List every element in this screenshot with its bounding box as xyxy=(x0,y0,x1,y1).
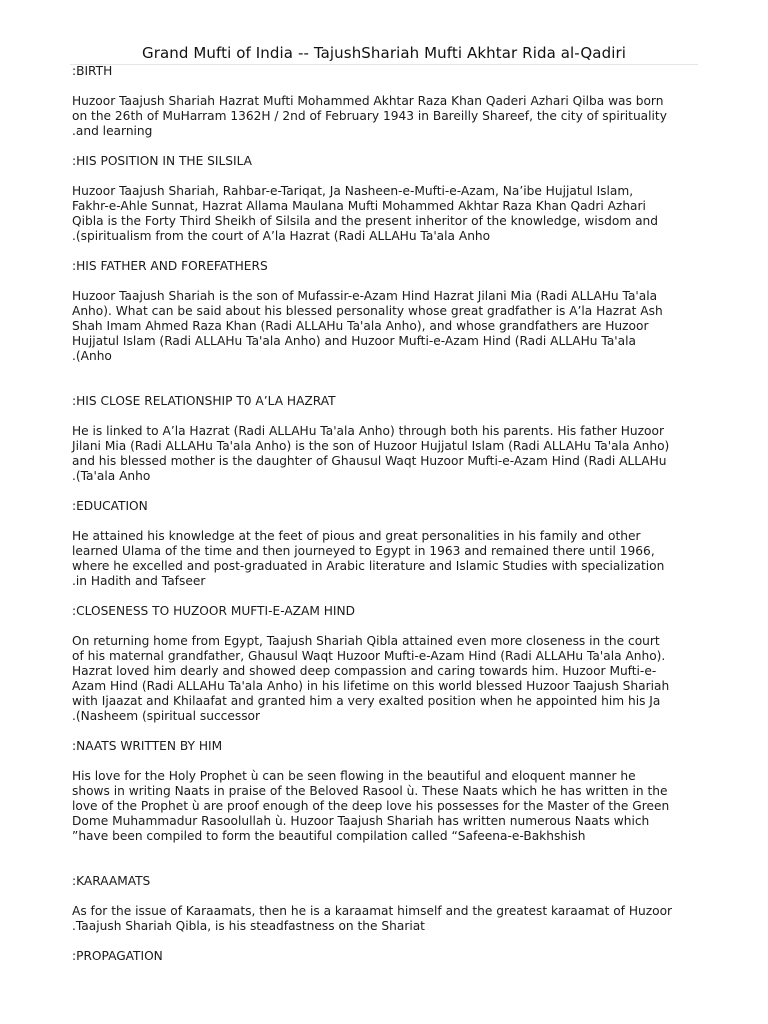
paragraph-line: Jilani Mia (Radi ALLAHu Ta'ala Anho) is the son of Huzoor Hujjatul Islam (Radi ALLAHu Ta'ala Anho) xyxy=(72,439,670,453)
paragraph-line: ”have been compiled to form the beautiful compilation called “Safeena-e-Bakhshish xyxy=(72,829,586,843)
paragraph-line: Fakhr-e-Ahle Sunnat, Hazrat Allama Maulana Mufti Mohammed Akhtar Raza Khan Qadri Azhari xyxy=(72,199,646,213)
paragraph-line: Shah Imam Ahmed Raza Khan (Radi ALLAHu Ta'ala Anho), and whose grandfathers are Huzoor xyxy=(72,319,649,333)
paragraph-line: Huzoor Taajush Shariah Hazrat Mufti Mohammed Akhtar Raza Khan Qaderi Azhari Qilba was born xyxy=(72,94,664,108)
section-heading-relationship: :HIS CLOSE RELATIONSHIP T0 A’LA HAZRAT xyxy=(72,394,336,408)
section-heading-position: :HIS POSITION IN THE SILSILA xyxy=(72,154,252,168)
paragraph-line: His love for the Holy Prophet ù can be seen flowing in the beautiful and eloquent manner he xyxy=(72,769,636,783)
paragraph-line: Hujjatul Islam (Radi ALLAHu Ta'ala Anho) and Huzoor Mufti-e-Azam Hind (Radi ALLAHu Ta'ala xyxy=(72,334,636,348)
paragraph-line: Anho). What can be said about his blessed personality whose great gradfather is A’la Hazrat Ash xyxy=(72,304,663,318)
paragraph-line: .(spiritualism from the court of A’la Hazrat (Radi ALLAHu Ta'ala Anho xyxy=(72,229,491,243)
paragraph-line: Azam Hind (Radi ALLAHu Ta'ala Anho) in his lifetime on this world blessed Huzoor Taajush Shariah xyxy=(72,679,670,693)
section-heading-father: :HIS FATHER AND FOREFATHERS xyxy=(72,259,268,273)
section-paragraph-closeness xyxy=(72,634,692,724)
paragraph-line: on the 26th of MuHarram 1362H / 2nd of February 1943 in Bareilly Shareef, the city of spirituality xyxy=(72,109,667,123)
section-paragraph-position xyxy=(72,184,692,244)
section-paragraph-father xyxy=(72,289,692,364)
paragraph-line: Qibla is the Forty Third Sheikh of Silsila and the present inheritor of the knowledge, wisdom and xyxy=(72,214,658,228)
paragraph-line: Huzoor Taajush Shariah, Rahbar-e-Tariqat, Ja Nasheen-e-Mufti-e-Azam, Na’ibe Hujjatul Islam, xyxy=(72,184,634,198)
paragraph-line: .(Ta'ala Anho xyxy=(72,469,151,483)
section-heading-karaamats: :KARAAMATS xyxy=(72,874,151,888)
paragraph-line: Huzoor Taajush Shariah is the son of Mufassir-e-Azam Hind Hazrat Jilani Mia (Radi ALLAHu Ta'ala xyxy=(72,289,658,303)
paragraph-line: He is linked to A’la Hazrat (Radi ALLAHu Ta'ala Anho) through both his parents. His father Huzoor xyxy=(72,424,664,438)
paragraph-line: As for the issue of Karaamats, then he is a karaamat himself and the greatest karaamat of Huzoor xyxy=(72,904,673,918)
paragraph-line: and his blessed mother is the daughter of Ghausul Waqt Huzoor Mufti-e-Azam Hind (Radi ALLAHu xyxy=(72,454,667,468)
paragraph-line: shows in writing Naats in praise of the Beloved Rasool ù. These Naats which he has written in the xyxy=(72,784,668,798)
section-paragraph-karaamats xyxy=(72,904,692,934)
section-paragraph-education xyxy=(72,529,692,589)
section-paragraph-birth xyxy=(72,94,692,139)
section-heading-birth: :BIRTH xyxy=(72,64,113,78)
section-heading-education: :EDUCATION xyxy=(72,499,148,513)
document-body xyxy=(72,64,692,964)
paragraph-line: .and learning xyxy=(72,124,153,138)
paragraph-line: Hazrat loved him dearly and showed deep compassion and caring towards him. Huzoor Mufti-e- xyxy=(72,664,657,678)
paragraph-line: .in Hadith and Tafseer xyxy=(72,574,206,588)
section-heading-naats: :NAATS WRITTEN BY HIM xyxy=(72,739,223,753)
paragraph-line: .Taajush Shariah Qibla, is his steadfastness on the Shariat xyxy=(72,919,425,933)
section-heading-closeness: :CLOSENESS TO HUZOOR MUFTI-E-AZAM HIND xyxy=(72,604,355,618)
section-heading-propagation: :PROPAGATION xyxy=(72,949,163,963)
paragraph-line: of his maternal grandfather, Ghausul Waqt Huzoor Mufti-e-Azam Hind (Radi ALLAHu Ta'ala Anho). xyxy=(72,649,666,663)
paragraph-line: love of the Prophet ù are proof enough of the deep love his possesses for the Master of the Green xyxy=(72,799,670,813)
section-paragraph-relationship xyxy=(72,424,692,484)
paragraph-line: On returning home from Egypt, Taajush Shariah Qibla attained even more closeness in the court xyxy=(72,634,660,648)
paragraph-line: learned Ulama of the time and then journeyed to Egypt in 1963 and remained there until 1966, xyxy=(72,544,655,558)
paragraph-line: where he excelled and post-graduated in Arabic literature and Islamic Studies with specialization xyxy=(72,559,665,573)
paragraph-line: .(Nasheem (spiritual successor xyxy=(72,709,261,723)
paragraph-line: Dome Muhammadur Rasoolullah ù. Huzoor Taajush Shariah has written numerous Naats which xyxy=(72,814,650,828)
paragraph-line: He attained his knowledge at the feet of pious and great personalities in his family and other xyxy=(72,529,641,543)
document-title: Grand Mufti of India -- TajushShariah Mufti Akhtar Rida al-Qadiri xyxy=(141,44,626,62)
paragraph-line: .(Anho xyxy=(72,349,112,363)
section-paragraph-naats xyxy=(72,769,692,844)
paragraph-line: with Ijaazat and Khilaafat and granted him a very exalted position when he appointed him his Ja xyxy=(72,694,661,708)
